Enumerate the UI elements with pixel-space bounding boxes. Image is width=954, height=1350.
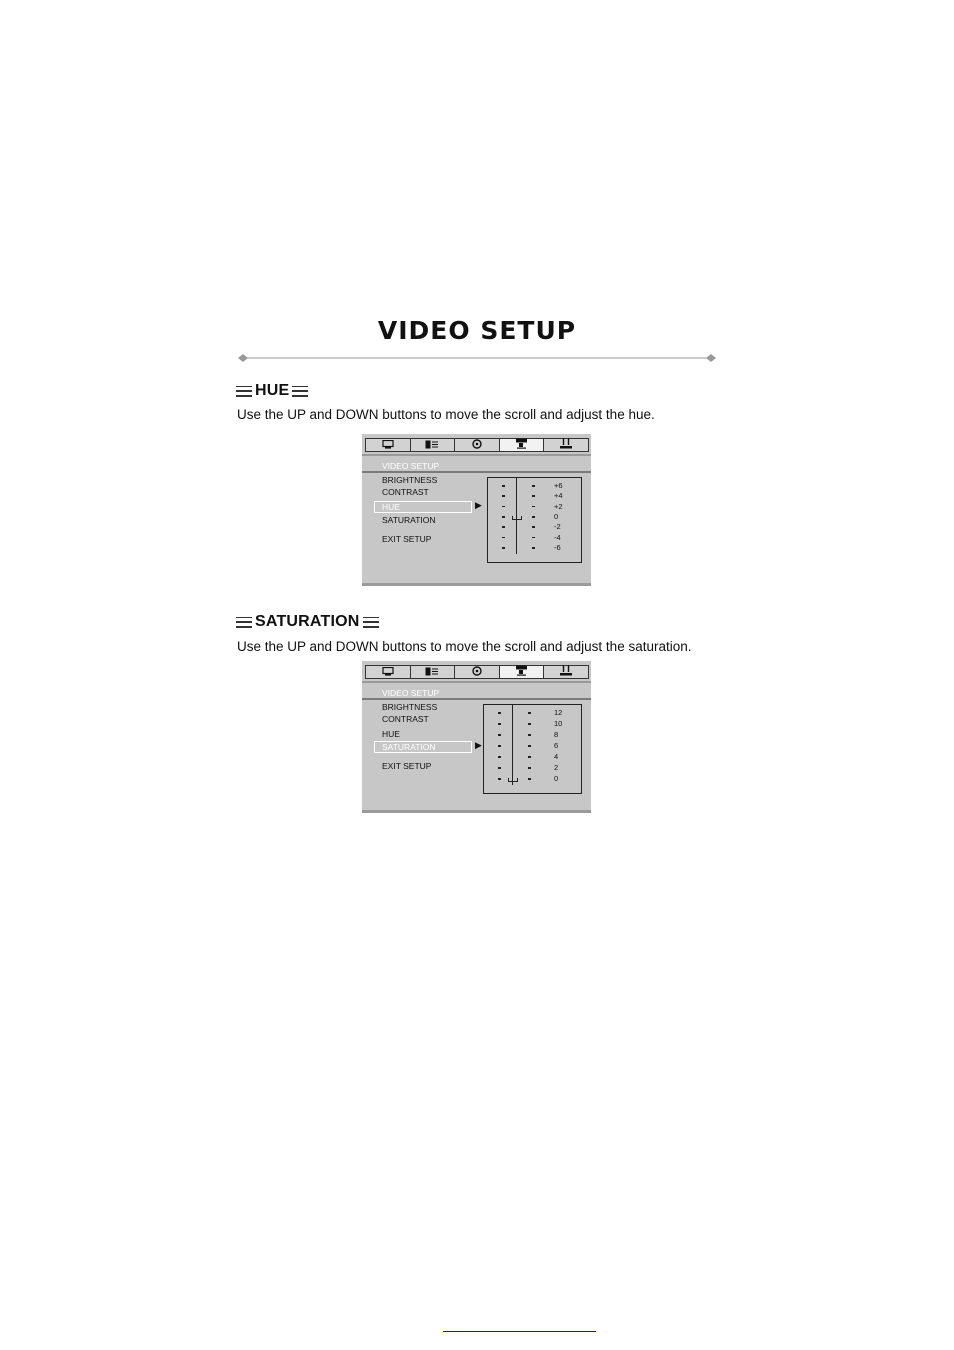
scale-value: 10: [554, 719, 563, 728]
scale-value: 8: [554, 730, 559, 739]
scale-value: 6: [554, 741, 559, 750]
osd-menu-item[interactable]: HUE: [374, 501, 472, 513]
scale-tick: [502, 537, 505, 539]
scale-value: 2: [554, 763, 559, 772]
value-scale-panel: [487, 477, 582, 563]
title-divider: [238, 353, 716, 363]
scale-tick: [498, 723, 501, 725]
osd-menu-item[interactable]: SATURATION: [382, 515, 436, 525]
scale-tick: [502, 506, 505, 508]
value-scale-panel: [483, 704, 582, 794]
scale-tick: [528, 745, 531, 747]
scale-slider-knob[interactable]: [512, 516, 522, 520]
saturation-description: Use the UP and DOWN buttons to move the scroll and adjust the saturation.: [237, 639, 692, 654]
selection-arrow-icon: ▶: [475, 500, 482, 510]
scale-tick: [498, 745, 501, 747]
osd-bottom-bar: [362, 810, 591, 813]
heading-lines-icon: [363, 617, 379, 628]
audio-icon: [471, 436, 482, 454]
scale-value: 4: [554, 752, 559, 761]
saturation-osd-screen: [362, 661, 591, 813]
heading-lines-icon: [292, 386, 308, 397]
selection-arrow-icon: ▶: [475, 740, 482, 750]
scale-value: +6: [554, 481, 563, 490]
osd-tab[interactable]: [499, 665, 545, 679]
osd-tab[interactable]: [454, 438, 500, 452]
hue-heading: HUE: [236, 381, 308, 401]
scale-track: [512, 705, 513, 785]
osd-menu-item[interactable]: CONTRAST: [382, 487, 429, 497]
osd-tab[interactable]: [410, 438, 456, 452]
preference-icon: [560, 663, 573, 681]
osd-divider: [362, 698, 591, 700]
scale-tick: [528, 723, 531, 725]
scale-value: -6: [554, 543, 561, 552]
video-icon: [515, 436, 529, 454]
page-title: VIDEO SETUP: [377, 316, 577, 345]
osd-menu-item[interactable]: BRIGHTNESS: [382, 702, 438, 712]
scale-tick: [498, 712, 501, 714]
language-icon: [425, 663, 439, 681]
heading-lines-icon: [236, 386, 252, 397]
scale-value: -4: [554, 532, 561, 542]
scale-tick: [532, 506, 535, 508]
osd-divider: [362, 454, 591, 456]
scale-tick: [532, 547, 535, 549]
osd-tab-bar: [365, 438, 588, 452]
scale-tick: [532, 526, 535, 528]
scale-tick: [502, 547, 505, 549]
scale-value: +2: [554, 501, 563, 511]
osd-bottom-bar: [362, 583, 591, 586]
scale-value: +4: [554, 491, 563, 501]
osd-menu-item[interactable]: BRIGHTNESS: [382, 475, 438, 485]
scale-tick: [532, 516, 535, 518]
scale-tick: [528, 734, 531, 736]
scale-value: 0: [554, 512, 559, 521]
scale-tick: [498, 778, 501, 780]
osd-divider: [362, 471, 591, 473]
osd-menu-item[interactable]: EXIT SETUP: [382, 534, 432, 544]
scale-tick: [532, 537, 535, 539]
scale-value: 0: [554, 774, 559, 783]
scale-tick: [528, 767, 531, 769]
saturation-heading: SATURATION: [236, 612, 379, 632]
scale-tick: [528, 756, 531, 758]
scale-tick: [502, 495, 505, 497]
scale-tick: [528, 712, 531, 714]
osd-tab[interactable]: [543, 438, 589, 452]
osd-tab[interactable]: [365, 665, 411, 679]
osd-tab[interactable]: [543, 665, 589, 679]
osd-tab[interactable]: [499, 438, 545, 452]
scale-slider-knob[interactable]: [508, 778, 518, 782]
scale-tick: [498, 756, 501, 758]
osd-header: VIDEO SETUP: [382, 461, 440, 471]
scale-tick: [528, 778, 531, 780]
osd-tab-bar: [365, 665, 588, 679]
language-icon: [425, 436, 439, 454]
osd-header: VIDEO SETUP: [382, 688, 440, 698]
scale-tick: [532, 495, 535, 497]
footer-link-underline[interactable]: [443, 1331, 596, 1332]
hue-osd-screen: [362, 434, 591, 586]
osd-menu-item[interactable]: HUE: [382, 729, 400, 739]
scale-tick: [502, 526, 505, 528]
osd-menu-item[interactable]: EXIT SETUP: [382, 761, 432, 771]
osd-tab[interactable]: [365, 438, 411, 452]
osd-menu-item[interactable]: SATURATION: [374, 741, 472, 753]
monitor-icon: [382, 436, 394, 454]
scale-tick: [532, 485, 535, 487]
preference-icon: [560, 436, 573, 454]
monitor-icon: [382, 663, 394, 681]
video-icon: [515, 663, 529, 681]
audio-icon: [471, 663, 482, 681]
osd-menu-item[interactable]: CONTRAST: [382, 714, 429, 724]
scale-value: -2: [554, 522, 561, 532]
osd-divider: [362, 681, 591, 683]
scale-tick: [502, 516, 505, 518]
osd-tab[interactable]: [454, 665, 500, 679]
scale-value: 12: [554, 708, 563, 717]
osd-tab[interactable]: [410, 665, 456, 679]
hue-description: Use the UP and DOWN buttons to move the scroll and adjust the hue.: [237, 407, 655, 422]
scale-tick: [498, 734, 501, 736]
scale-tick: [502, 485, 505, 487]
scale-tick: [498, 767, 501, 769]
heading-lines-icon: [236, 617, 252, 628]
